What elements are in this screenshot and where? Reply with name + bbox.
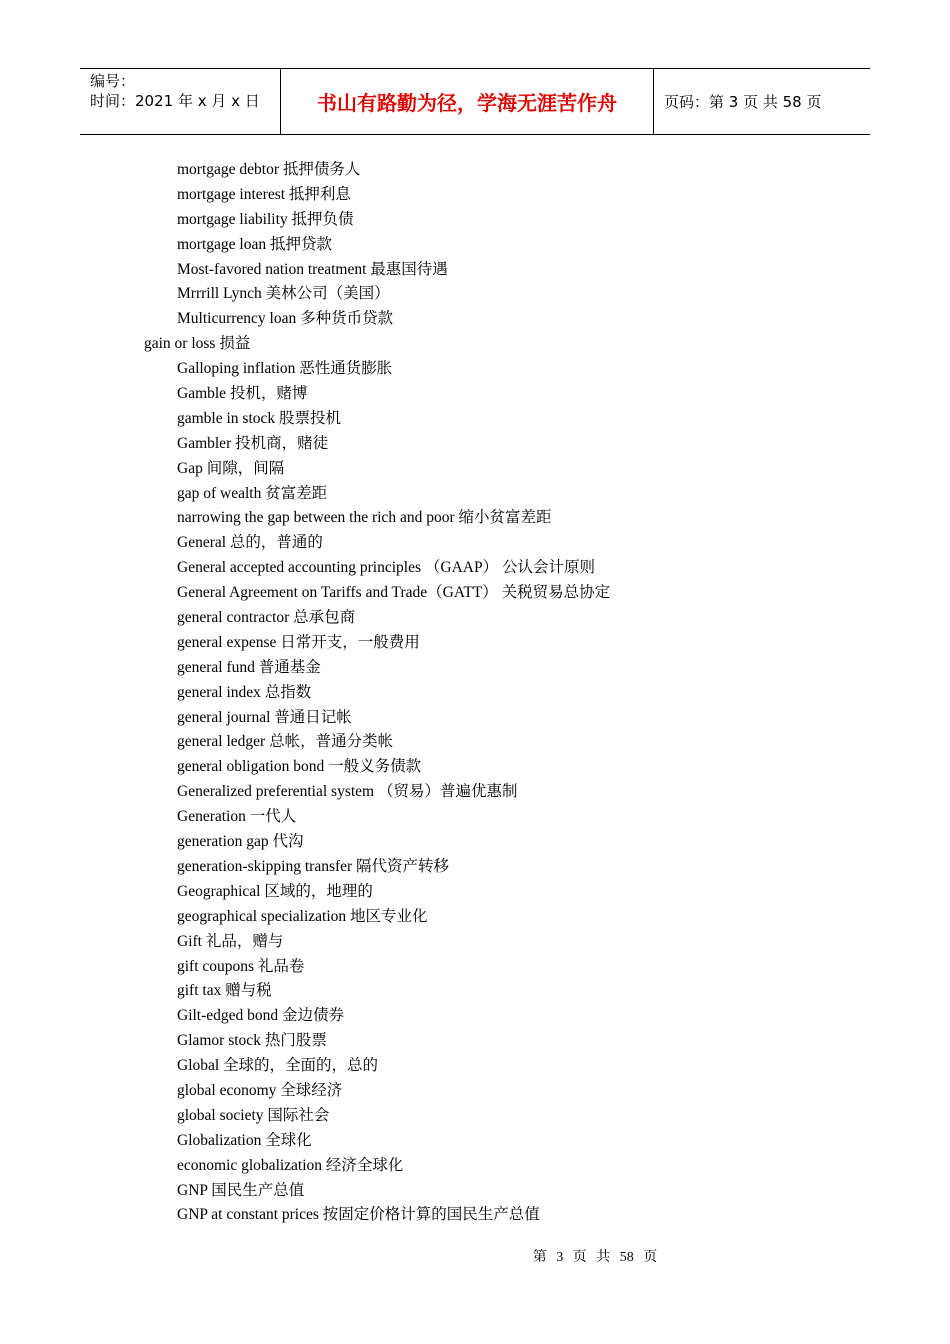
glossary-entry: general expense 日常开支，一般费用	[177, 633, 420, 651]
glossary-entry: Gilt-edged bond 金边债券	[177, 1007, 345, 1025]
glossary-entry: generation gap 代沟	[177, 833, 304, 851]
glossary-entry: General accepted accounting principles （GAAP） 公认会计原则	[177, 559, 595, 577]
glossary-entry: narrowing the gap between the rich and poor 缩小贫富差距	[177, 509, 552, 527]
glossary-entry: global economy 全球经济	[177, 1081, 343, 1099]
glossary-entry: gamble in stock 股票投机	[177, 409, 342, 427]
glossary-entry: General Agreement on Tariffs and Trade（GATT） 关税贸易总协定	[177, 584, 611, 602]
glossary-entry: Generalized preferential system （贸易）普遍优惠制	[177, 783, 518, 801]
glossary-entry: gift tax 赠与税	[177, 982, 272, 1000]
page-footer	[0, 1246, 950, 1266]
serial-label: 编号：	[90, 72, 136, 90]
glossary-entry: Gambler 投机商，赌徒	[177, 434, 329, 452]
glossary-entry: Multicurrency loan 多种货币贷款	[177, 310, 394, 328]
header-meta	[80, 69, 281, 134]
glossary-entry: mortgage loan 抵押贷款	[177, 235, 332, 253]
glossary-entry: mortgage interest 抵押利息	[177, 185, 351, 203]
glossary-entry: mortgage liability 抵押负债	[177, 210, 354, 228]
glossary-entry: general ledger 总帐，普通分类帐	[177, 733, 394, 751]
footer-ye-2: 页	[643, 1250, 658, 1265]
footer-ye: 页	[572, 1250, 587, 1265]
header-page-info: 页码：第 3 页 共 58 页	[664, 93, 822, 111]
glossary-entry: General 总的，普通的	[177, 534, 323, 552]
glossary-entry: geographical specialization 地区专业化	[177, 907, 428, 925]
footer-di: 第	[532, 1250, 547, 1265]
glossary-entry: Globalization 全球化	[177, 1131, 312, 1149]
glossary-entry: GNP 国民生产总值	[177, 1181, 305, 1199]
glossary-entry: Generation 一代人	[177, 808, 297, 826]
glossary-entry: general contractor 总承包商	[177, 609, 356, 627]
glossary-entry: general fund 普通基金	[177, 658, 321, 676]
glossary-list	[0, 158, 950, 1228]
footer-gong: 共	[596, 1250, 611, 1265]
glossary-entry: Gap 间隙，间隔	[177, 459, 285, 477]
glossary-entry: gap of wealth 贫富差距	[177, 484, 328, 502]
glossary-entry: Geographical 区域的，地理的	[177, 882, 373, 900]
glossary-entry: Global 全球的，全面的，总的	[177, 1057, 379, 1075]
glossary-entry: mortgage debtor 抵押债务人	[177, 161, 361, 178]
glossary-entry: Gift 礼品，赠与	[177, 932, 284, 950]
page-header	[80, 68, 870, 135]
glossary-entry: Mrrrill Lynch 美林公司（美国）	[177, 285, 390, 303]
header-motto: 书山有路勤为径，学海无涯苦作舟	[281, 69, 654, 134]
glossary-entry: Glamor stock 热门股票	[177, 1032, 327, 1050]
glossary-entry: Gamble 投机，赌博	[177, 385, 308, 403]
glossary-heading-entry: gain or loss 损益	[144, 335, 251, 353]
date-label: 时间：2021 年 x 月 x 日	[90, 92, 260, 110]
glossary-entry: general journal 普通日记帐	[177, 708, 352, 726]
glossary-entry: economic globalization 经济全球化	[177, 1156, 404, 1174]
glossary-entry: general index 总指数	[177, 683, 312, 701]
glossary-entry: Most-favored nation treatment 最惠国待遇	[177, 260, 448, 278]
glossary-entry: general obligation bond 一般义务债款	[177, 758, 422, 776]
glossary-entry: generation-skipping transfer 隔代资产转移	[177, 857, 450, 875]
glossary-entry: gift coupons 礼品卷	[177, 957, 305, 975]
glossary-entry: GNP at constant prices 按固定价格计算的国民生产总值	[177, 1206, 540, 1224]
glossary-entry: global society 国际社会	[177, 1106, 330, 1124]
footer-total-pages: 58	[619, 1250, 634, 1265]
footer-page-number: 3	[556, 1250, 564, 1265]
glossary-entry: Galloping inflation 恶性通货膨胀	[177, 360, 393, 378]
